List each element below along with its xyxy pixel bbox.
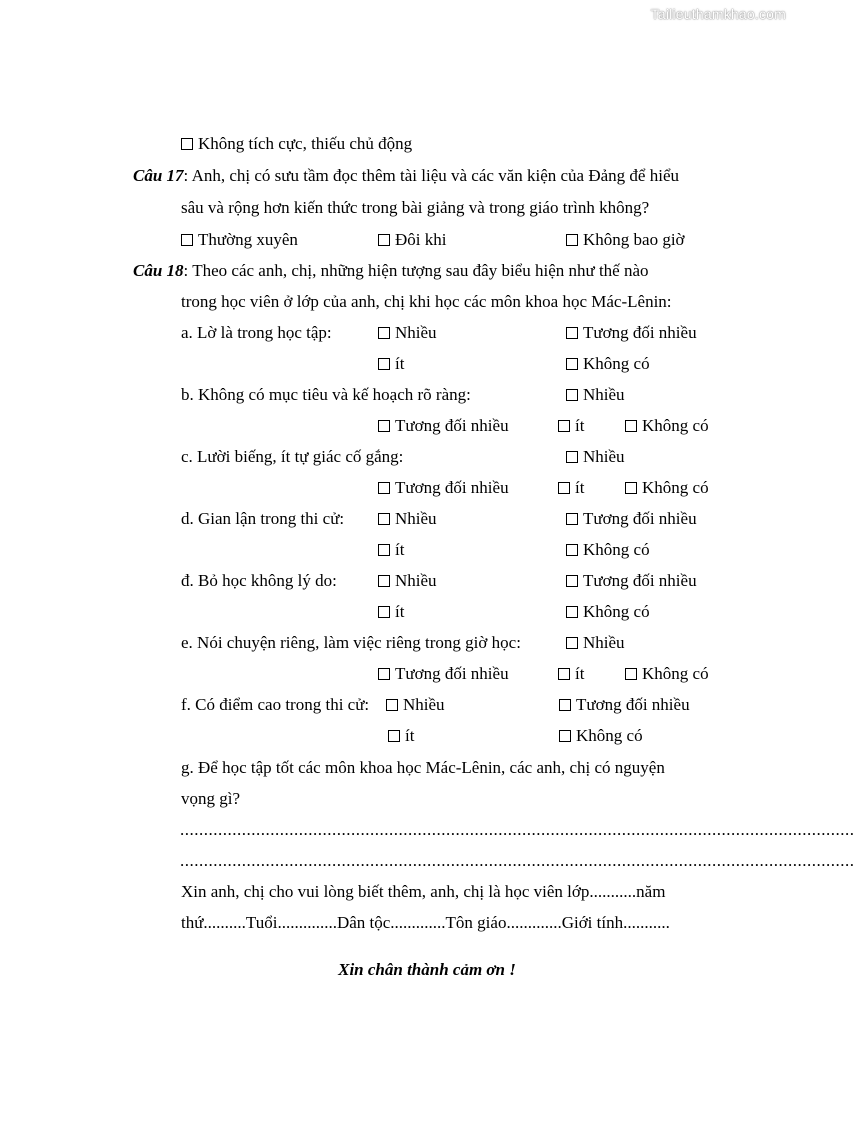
item-c-tuong-doi-nhieu[interactable]	[378, 478, 509, 498]
item-dd-label: đ. Bỏ học không lý do:	[181, 571, 337, 590]
question-text: : Theo các anh, chị, những hiện tượng sau đây biểu hiện như thế nào	[183, 261, 649, 280]
option-label: ít	[405, 726, 415, 745]
question-text: : Anh, chị có sưu tầm đọc thêm tài liệu và các văn kiện của Đảng để hiểu	[183, 166, 679, 185]
item-e-it[interactable]	[558, 664, 584, 684]
checkbox[interactable]	[558, 668, 570, 680]
option-label: Tương đối nhiều	[395, 416, 509, 435]
option-label: Không bao giờ	[583, 230, 685, 249]
checkbox[interactable]	[566, 637, 578, 649]
option-label: Nhiều	[583, 633, 625, 652]
q17-option-thuong-xuyen[interactable]	[181, 230, 298, 250]
checkbox[interactable]	[378, 358, 390, 370]
option-label: ít	[395, 602, 405, 621]
question-label: Câu 17	[133, 166, 184, 185]
checkbox[interactable]	[566, 451, 578, 463]
item-e-khong-co[interactable]	[625, 664, 709, 684]
item-a-label: a. Lờ là trong học tập:	[181, 323, 332, 342]
checkbox[interactable]	[566, 327, 578, 339]
checkbox[interactable]	[378, 327, 390, 339]
item-d-khong-co[interactable]	[566, 540, 650, 560]
item-c-nhieu[interactable]	[566, 447, 625, 467]
checkbox[interactable]	[378, 513, 390, 525]
checkbox[interactable]	[566, 513, 578, 525]
checkbox[interactable]	[378, 234, 390, 246]
option-label: Nhiều	[395, 571, 437, 590]
checkbox[interactable]	[181, 234, 193, 246]
checkbox[interactable]	[378, 482, 390, 494]
question-18	[133, 261, 649, 281]
thank-you-text: Xin chân thành cảm ơn !	[338, 960, 516, 979]
item-c-it[interactable]	[558, 478, 584, 498]
item-b-tuong-doi-nhieu[interactable]	[378, 416, 509, 436]
item-g-label: g. Để học tập tốt các môn khoa học Mác-Lênin, các anh, chị có nguyện	[181, 758, 665, 777]
item-b-label: b. Không có mục tiêu và kế hoạch rõ ràng:	[181, 385, 471, 404]
checkbox[interactable]	[566, 234, 578, 246]
option-label: Tương đối nhiều	[395, 478, 509, 497]
option-label: Tương đối nhiều	[395, 664, 509, 683]
option-label: Không có	[583, 602, 650, 621]
option-label: ít	[575, 664, 585, 683]
option-label: Tương đối nhiều	[576, 695, 690, 714]
item-f-tuong-doi-nhieu[interactable]	[559, 695, 690, 715]
item-b-it[interactable]	[558, 416, 584, 436]
checkbox[interactable]	[558, 482, 570, 494]
item-b-khong-co[interactable]	[625, 416, 709, 436]
watermark: Tailieuthamkhao.com	[650, 6, 786, 22]
item-e-tuong-doi-nhieu[interactable]	[378, 664, 509, 684]
item-f-nhieu[interactable]	[386, 695, 445, 715]
question-18-cont: trong học viên ở lớp của anh, chị khi học các môn khoa học Mác-Lênin:	[181, 292, 672, 311]
checkbox[interactable]	[378, 420, 390, 432]
question-17-cont: sâu và rộng hơn kiến thức trong bài giảng và trong giáo trình không?	[181, 198, 650, 217]
checkbox[interactable]	[378, 668, 390, 680]
checkbox[interactable]	[566, 606, 578, 618]
option-label: Nhiều	[583, 385, 625, 404]
item-a-khong-co[interactable]	[566, 354, 650, 374]
answer-line-2[interactable]: ..............................................................................................................................................	[180, 851, 855, 870]
checkbox[interactable]	[625, 482, 637, 494]
question-17	[133, 166, 679, 186]
item-c-khong-co[interactable]	[625, 478, 709, 498]
checkbox[interactable]	[378, 606, 390, 618]
item-a-tuong-doi-nhieu[interactable]	[566, 323, 697, 343]
option-label: Không có	[642, 664, 709, 683]
option-label: Nhiều	[403, 695, 445, 714]
item-d-nhieu[interactable]	[378, 509, 437, 529]
info-line-2: thứ..........Tuổi..............Dân tộc.............Tôn giáo.............Giới tính...........	[181, 913, 670, 932]
q17-option-doi-khi[interactable]	[378, 230, 446, 250]
item-d-tuong-doi-nhieu[interactable]	[566, 509, 697, 529]
checkbox[interactable]	[388, 730, 400, 742]
q16-option-khong-tich-cuc[interactable]	[181, 134, 412, 154]
checkbox[interactable]	[566, 575, 578, 587]
option-label: Không có	[642, 478, 709, 497]
item-d-label: d. Gian lận trong thi cử:	[181, 509, 345, 528]
question-label: Câu 18	[133, 261, 184, 280]
option-label: ít	[395, 540, 405, 559]
checkbox[interactable]	[378, 575, 390, 587]
item-e-label: e. Nói chuyện riêng, làm việc riêng trong giờ học:	[181, 633, 521, 652]
checkbox[interactable]	[566, 544, 578, 556]
item-dd-nhieu[interactable]	[378, 571, 437, 591]
answer-line-1[interactable]: ..............................................................................................................................................	[180, 820, 855, 839]
option-label: Không có	[583, 354, 650, 373]
item-d-it[interactable]	[378, 540, 404, 560]
option-label: Tương đối nhiều	[583, 323, 697, 342]
option-label: Không có	[642, 416, 709, 435]
item-a-nhieu[interactable]	[378, 323, 437, 343]
checkbox[interactable]	[386, 699, 398, 711]
checkbox[interactable]	[559, 699, 571, 711]
item-f-khong-co[interactable]	[559, 726, 643, 746]
checkbox[interactable]	[378, 544, 390, 556]
option-label: Thường xuyên	[198, 230, 298, 249]
checkbox[interactable]	[559, 730, 571, 742]
item-c-label: c. Lười biếng, ít tự giác cố gắng:	[181, 447, 404, 466]
option-label: ít	[575, 416, 585, 435]
option-label: Tương đối nhiều	[583, 509, 697, 528]
item-dd-it[interactable]	[378, 602, 404, 622]
checkbox[interactable]	[558, 420, 570, 432]
item-f-label: f. Có điểm cao trong thi cử:	[181, 695, 370, 714]
item-a-it[interactable]	[378, 354, 404, 374]
checkbox[interactable]	[566, 389, 578, 401]
option-label: Nhiều	[583, 447, 625, 466]
option-label: ít	[575, 478, 585, 497]
option-label: Tương đối nhiều	[583, 571, 697, 590]
item-b-nhieu[interactable]	[566, 385, 625, 405]
checkbox[interactable]	[181, 138, 193, 150]
option-label: Nhiều	[395, 509, 437, 528]
option-label: Không có	[576, 726, 643, 745]
info-line-1: Xin anh, chị cho vui lòng biết thêm, anh, chị là học viên lớp...........năm	[181, 882, 666, 901]
checkbox[interactable]	[566, 358, 578, 370]
option-label: Không có	[583, 540, 650, 559]
option-label: ít	[395, 354, 405, 373]
item-dd-khong-co[interactable]	[566, 602, 650, 622]
item-g-label-cont: vọng gì?	[181, 789, 241, 808]
item-dd-tuong-doi-nhieu[interactable]	[566, 571, 697, 591]
item-e-nhieu[interactable]	[566, 633, 625, 653]
checkbox[interactable]	[625, 420, 637, 432]
option-label: Không tích cực, thiếu chủ động	[198, 134, 413, 153]
q17-option-khong-bao-gio[interactable]	[566, 230, 685, 250]
option-label: Nhiều	[395, 323, 437, 342]
option-label: Đôi khi	[395, 230, 447, 249]
item-f-it[interactable]	[388, 726, 414, 746]
checkbox[interactable]	[625, 668, 637, 680]
